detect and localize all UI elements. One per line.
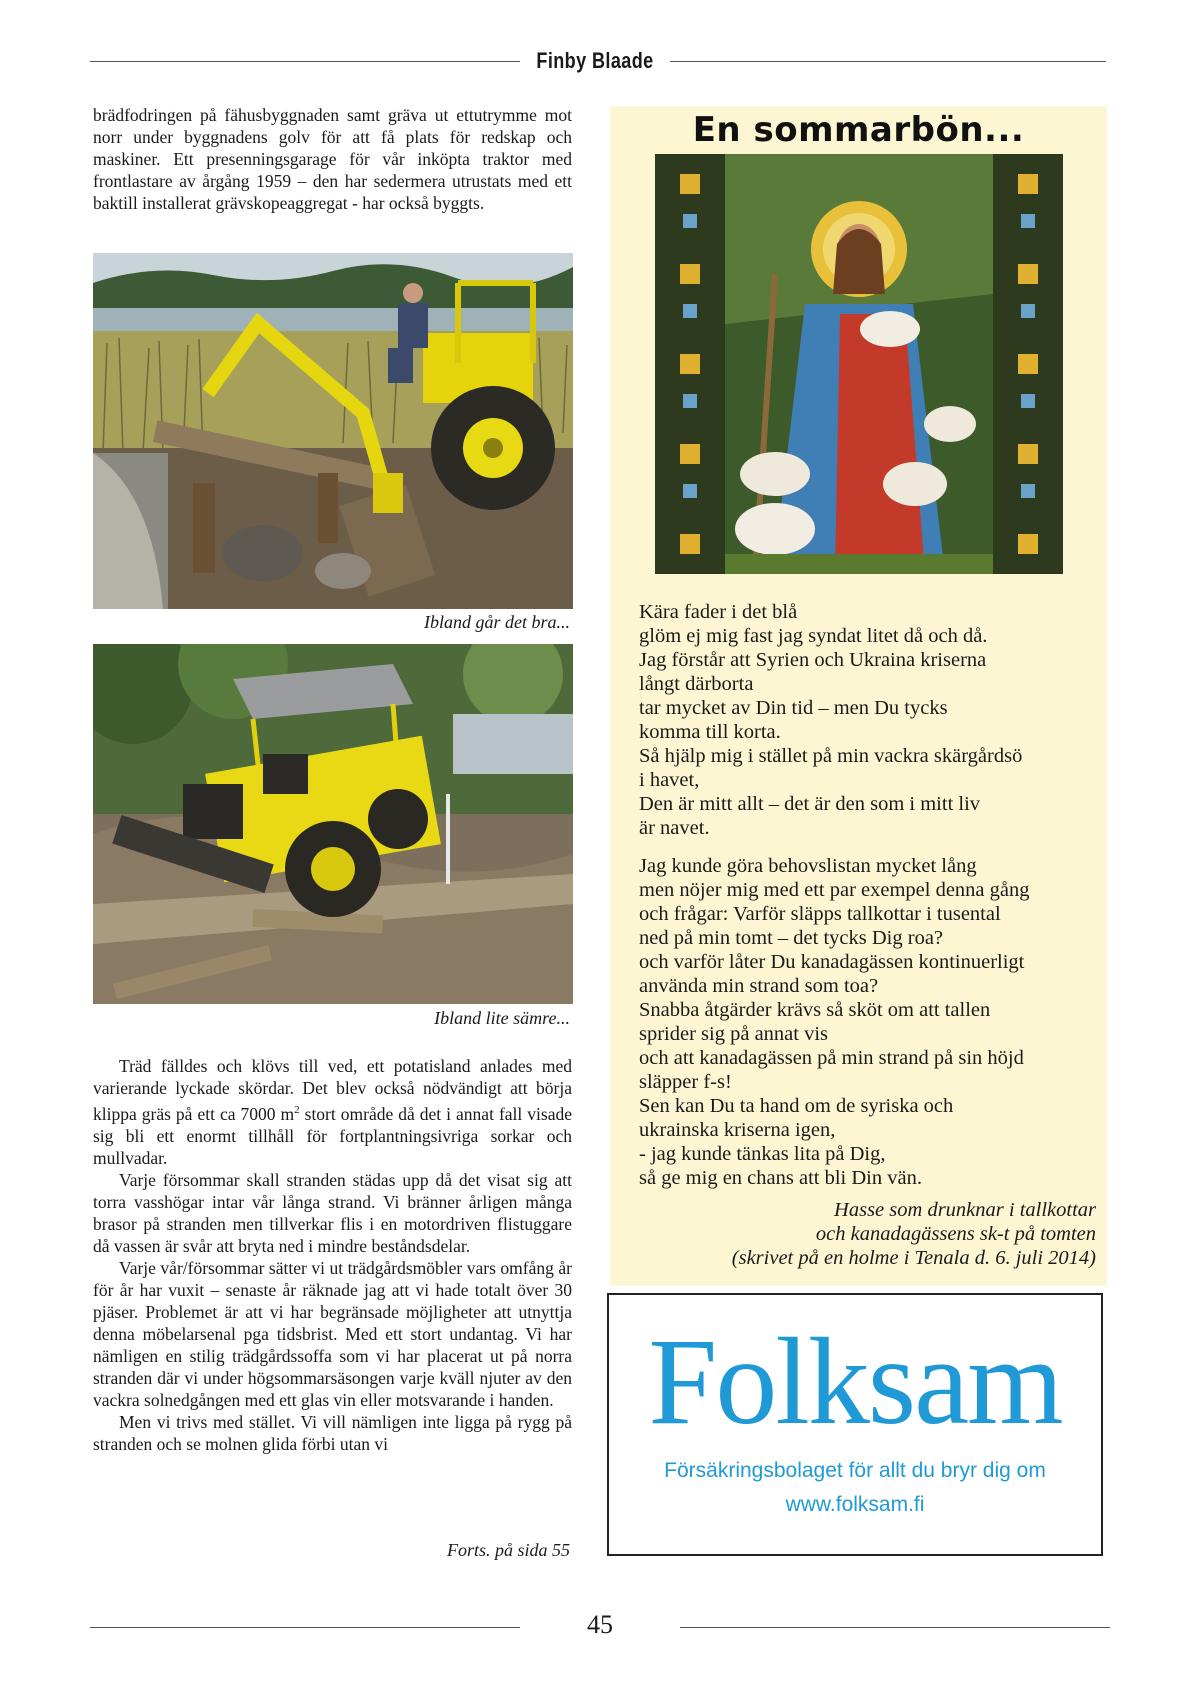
ad-url-link[interactable]: www.folksam.fi bbox=[785, 1493, 925, 1516]
poem-line: men nöjer mig med ett par exempel denna gång bbox=[639, 879, 1030, 901]
body-paragraph-3: Varje vår/försommar sätter vi ut trädgårdsmöbler vars omfång år för år har vuxit – senaste år räknade jag att vi hade totalt över 30 pjäser. Problemet är att vi har begränsade möjligheter att utnyttja denna möbelarsenal pga tidsbrist. Med ett stort undantag. Vi har nämligen en stilig trädgårdssoffa som vi har placerat ut på norra stranden där vi under högsommarsäsongen varje kväll njuter av den vackra solnedgången med ett glas vin eller motsvarande i handen. bbox=[93, 1257, 572, 1410]
poem-line: i havet, bbox=[639, 769, 700, 791]
poem-line: komma till korta. bbox=[639, 721, 781, 743]
poem-line: ukrainska kriserna igen, bbox=[639, 1119, 836, 1141]
continued-note: Forts. på sida 55 bbox=[446, 1540, 570, 1560]
ad-slogan: Försäkringsbolaget för allt du bryr dig om bbox=[664, 1459, 1046, 1482]
poem-line: Den är mitt allt – det är den som i mitt liv bbox=[639, 793, 981, 815]
poem-line: och att kanadagässen på min strand på sin höjd bbox=[639, 1047, 1024, 1069]
poem-line: - jag kunde tänkas lita på Dig, bbox=[639, 1143, 886, 1165]
poem-line: och varför låter Du kanadagässen kontinuerligt bbox=[639, 951, 1025, 973]
body-paragraph-1-text: Träd fälldes och klövs till ved, ett potatisland anlades med varierande lyckade skördar. Det blev också nödvändigt att börja klippa gräs på ett ca 7000 m bbox=[93, 1056, 572, 1124]
body-paragraph-1-tail: stort område då det i annat fall visade sig bli ett enormt tillhåll för fortplantningsivriga sorkar och mullvadar. bbox=[93, 1103, 572, 1168]
poem-line: Kära fader i det blå bbox=[639, 601, 798, 623]
poem-title: En sommarbön... bbox=[692, 110, 1025, 150]
poem-line: ned på min tomt – det tycks Dig roa? bbox=[639, 927, 944, 949]
body-text-block bbox=[93, 1055, 572, 1455]
footer-rule-right bbox=[680, 1627, 1110, 1628]
photo-caption-1: Ibland går det bra... bbox=[424, 612, 570, 632]
backhoe-tractor-image bbox=[93, 253, 573, 609]
stained-glass-shepherd bbox=[655, 154, 1063, 574]
signature-line: Hasse som drunknar i tallkottar bbox=[834, 1199, 1096, 1221]
poem-line: sprider sig på annat vis bbox=[639, 1023, 829, 1045]
poem-line: använda min strand som toa? bbox=[639, 975, 879, 997]
folksam-advertisement[interactable] bbox=[607, 1293, 1103, 1556]
header-rule-right bbox=[670, 61, 1106, 62]
header-rule-left bbox=[90, 61, 520, 62]
poem-line: så ge mig en chans att bli Din vän. bbox=[639, 1167, 922, 1189]
publication-title: Finby Blaade bbox=[536, 48, 654, 73]
folksam-logo: Folksam bbox=[648, 1313, 1062, 1450]
poem-stanza-1 bbox=[639, 600, 1099, 840]
square-meter-superscript: 2 bbox=[294, 1104, 300, 1116]
poem-line: Sen kan Du ta hand om de syriska och bbox=[639, 1095, 954, 1117]
signature-line: och kanadagässens sk-t på tomten bbox=[815, 1223, 1096, 1245]
photo-backhoe-tractor bbox=[93, 253, 573, 609]
body-paragraph-2: Varje försommar skall stranden städas upp då det visat sig att torra vasshögar intar vår långa strand. Vi bränner årligen många brasor på stranden men tillverkar flis i en motordriven flistuggare då vassen är svår att bryta ned i mindre beståndsdelar. bbox=[93, 1169, 572, 1256]
stuck-tractor-image bbox=[93, 644, 573, 1004]
poem-line: Så hjälp mig i stället på min vackra skärgårdsö bbox=[639, 745, 1023, 767]
poem-line: långt därborta bbox=[639, 673, 754, 695]
footer-rule-left bbox=[90, 1627, 520, 1628]
photo-stuck-tractor bbox=[93, 644, 573, 1004]
signature-line: (skrivet på en holme i Tenala d. 6. juli 2014) bbox=[731, 1247, 1096, 1269]
poem-line: tar mycket av Din tid – men Du tycks bbox=[639, 697, 948, 719]
body-paragraph-4: Men vi trivs med stället. Vi vill nämligen inte ligga på rygg på stranden och se molnen glida förbi utan vi bbox=[93, 1411, 572, 1454]
body-paragraph-1 bbox=[93, 1055, 572, 1169]
page-number: 45 bbox=[587, 1610, 613, 1639]
intro-paragraph: brädfodringen på fähusbyggnaden samt gräva ut ettutrymme mot norr under byggnadens golv för att få plats för redskap och maskiner. Ett presenningsgarage för vår inköpta traktor med frontlastare av årgång 1959 – den har sedermera utrustats med ett baktill installerat grävskopeaggregat - har också byggts. bbox=[93, 105, 572, 213]
poem-line: Snabba åtgärder krävs så sköt om att tallen bbox=[639, 999, 991, 1021]
poem-stanza-2 bbox=[639, 854, 1099, 1190]
poem-line: Jag kunde göra behovslistan mycket lång bbox=[639, 855, 977, 877]
poem-line: och frågar: Varför släpps tallkottar i tusental bbox=[639, 903, 1001, 925]
poem-line: är navet. bbox=[639, 817, 710, 839]
intro-text-block bbox=[93, 104, 572, 214]
poem-line: släpper f-s! bbox=[639, 1071, 732, 1093]
stained-glass-image bbox=[655, 154, 1063, 574]
photo-caption-2: Ibland lite sämre... bbox=[434, 1008, 570, 1028]
poem-signature bbox=[610, 1198, 1096, 1270]
poem-line: glöm ej mig fast jag syndat litet då och då. bbox=[639, 625, 988, 647]
poem-line: Jag förstår att Syrien och Ukraina kriserna bbox=[639, 649, 987, 671]
